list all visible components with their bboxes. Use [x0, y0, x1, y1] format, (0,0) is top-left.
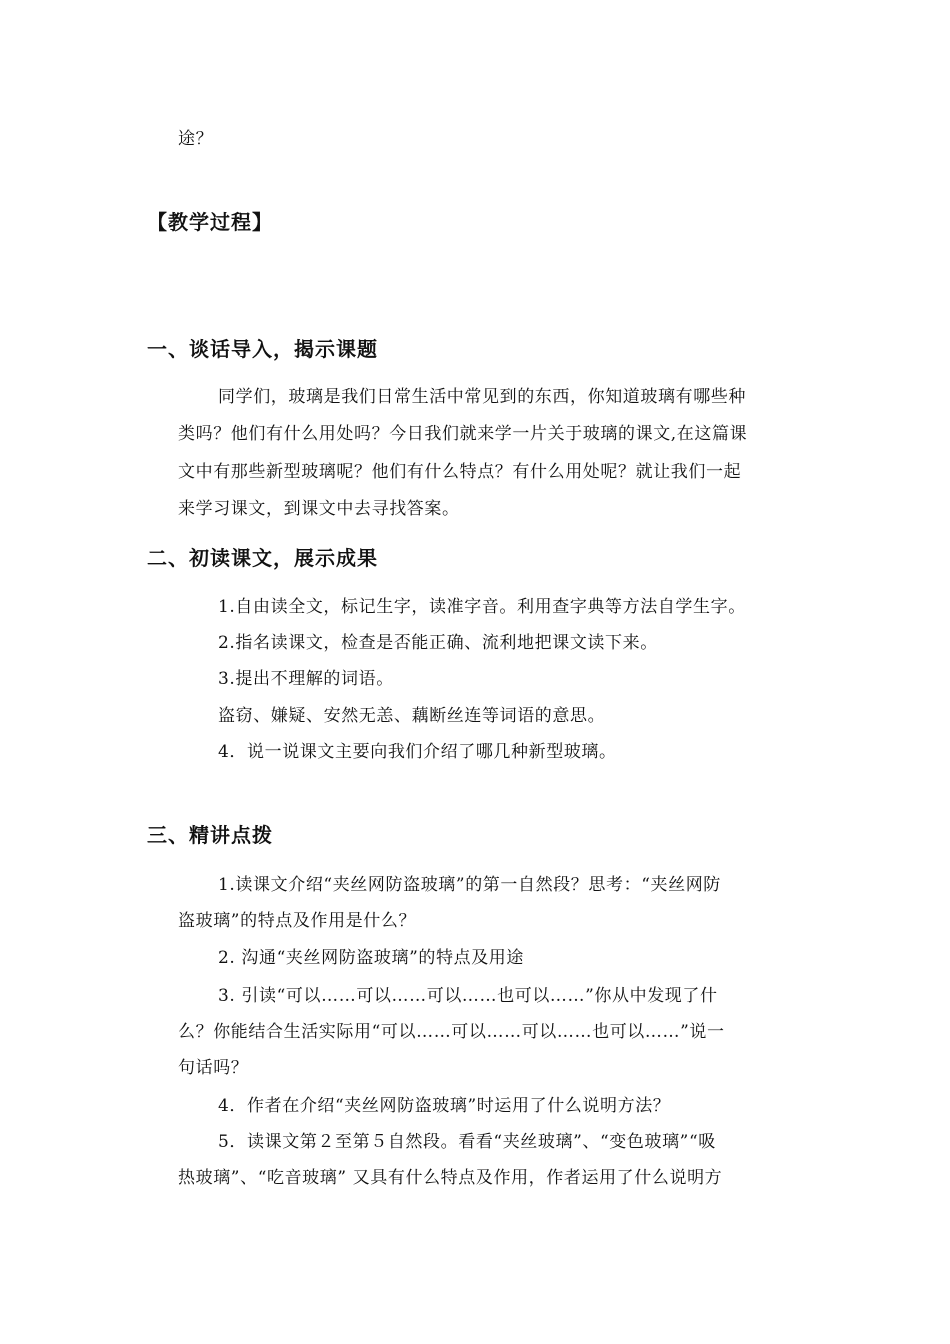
paragraph-line: 类吗？他们有什么用处吗？今日我们就来学一片关于玻璃的课文,在这篇课 [178, 424, 748, 444]
section-heading-2: 二、初读课文，展示成果 [147, 546, 378, 570]
continuation-text: 途？ [178, 129, 214, 149]
list-item: 1.自由读全文，标记生字，读准字音。利用查字典等方法自学生字。 [218, 597, 746, 617]
paragraph-line: 4．作者在介绍“夹丝网防盗玻璃”时运用了什么说明方法？ [218, 1096, 671, 1116]
section-heading-3: 三、精讲点拨 [147, 823, 273, 847]
paragraph-line: 文中有那些新型玻璃呢？他们有什么特点？有什么用处呢？就让我们一起 [178, 462, 742, 482]
paragraph-line: 来学习课文，到课文中去寻找答案。 [178, 499, 460, 519]
list-item: 3.提出不理解的词语。 [218, 669, 394, 689]
paragraph-line: 3. 引读“可以……可以……可以……也可以……”你从中发现了什 [218, 986, 718, 1006]
paragraph-line: 热玻璃”、“吃音玻璃” 又具有什么特点及作用，作者运用了什么说明方 [178, 1168, 723, 1188]
paragraph-line: 句话吗？ [178, 1058, 249, 1078]
paragraph-line: 么？你能结合生活实际用“可以……可以……可以……也可以……”说一 [178, 1022, 725, 1042]
paragraph-line: 5．读课文第２至第５自然段。看看“夹丝玻璃”、“变色玻璃”“吸 [218, 1132, 716, 1152]
section-heading-1: 一、谈话导入，揭示课题 [147, 337, 378, 361]
paragraph-line: 同学们，玻璃是我们日常生活中常见到的东西，你知道玻璃有哪些种 [218, 387, 746, 407]
paragraph-line: 1.读课文介绍“夹丝网防盗玻璃”的第一自然段？思考：“夹丝网防 [218, 875, 721, 895]
list-item: 4．说一说课文主要向我们介绍了哪几种新型玻璃。 [218, 742, 617, 762]
list-item: 盗窃、嫌疑、安然无恙、藕断丝连等词语的意思。 [218, 706, 606, 726]
main-heading: 【教学过程】 [147, 210, 273, 234]
paragraph-line: 2. 沟通“夹丝网防盗玻璃”的特点及用途 [218, 948, 525, 968]
list-item: 2.指名读课文，检查是否能正确、流利地把课文读下来。 [218, 633, 658, 653]
paragraph-line: 盗玻璃”的特点及作用是什么？ [178, 911, 417, 931]
